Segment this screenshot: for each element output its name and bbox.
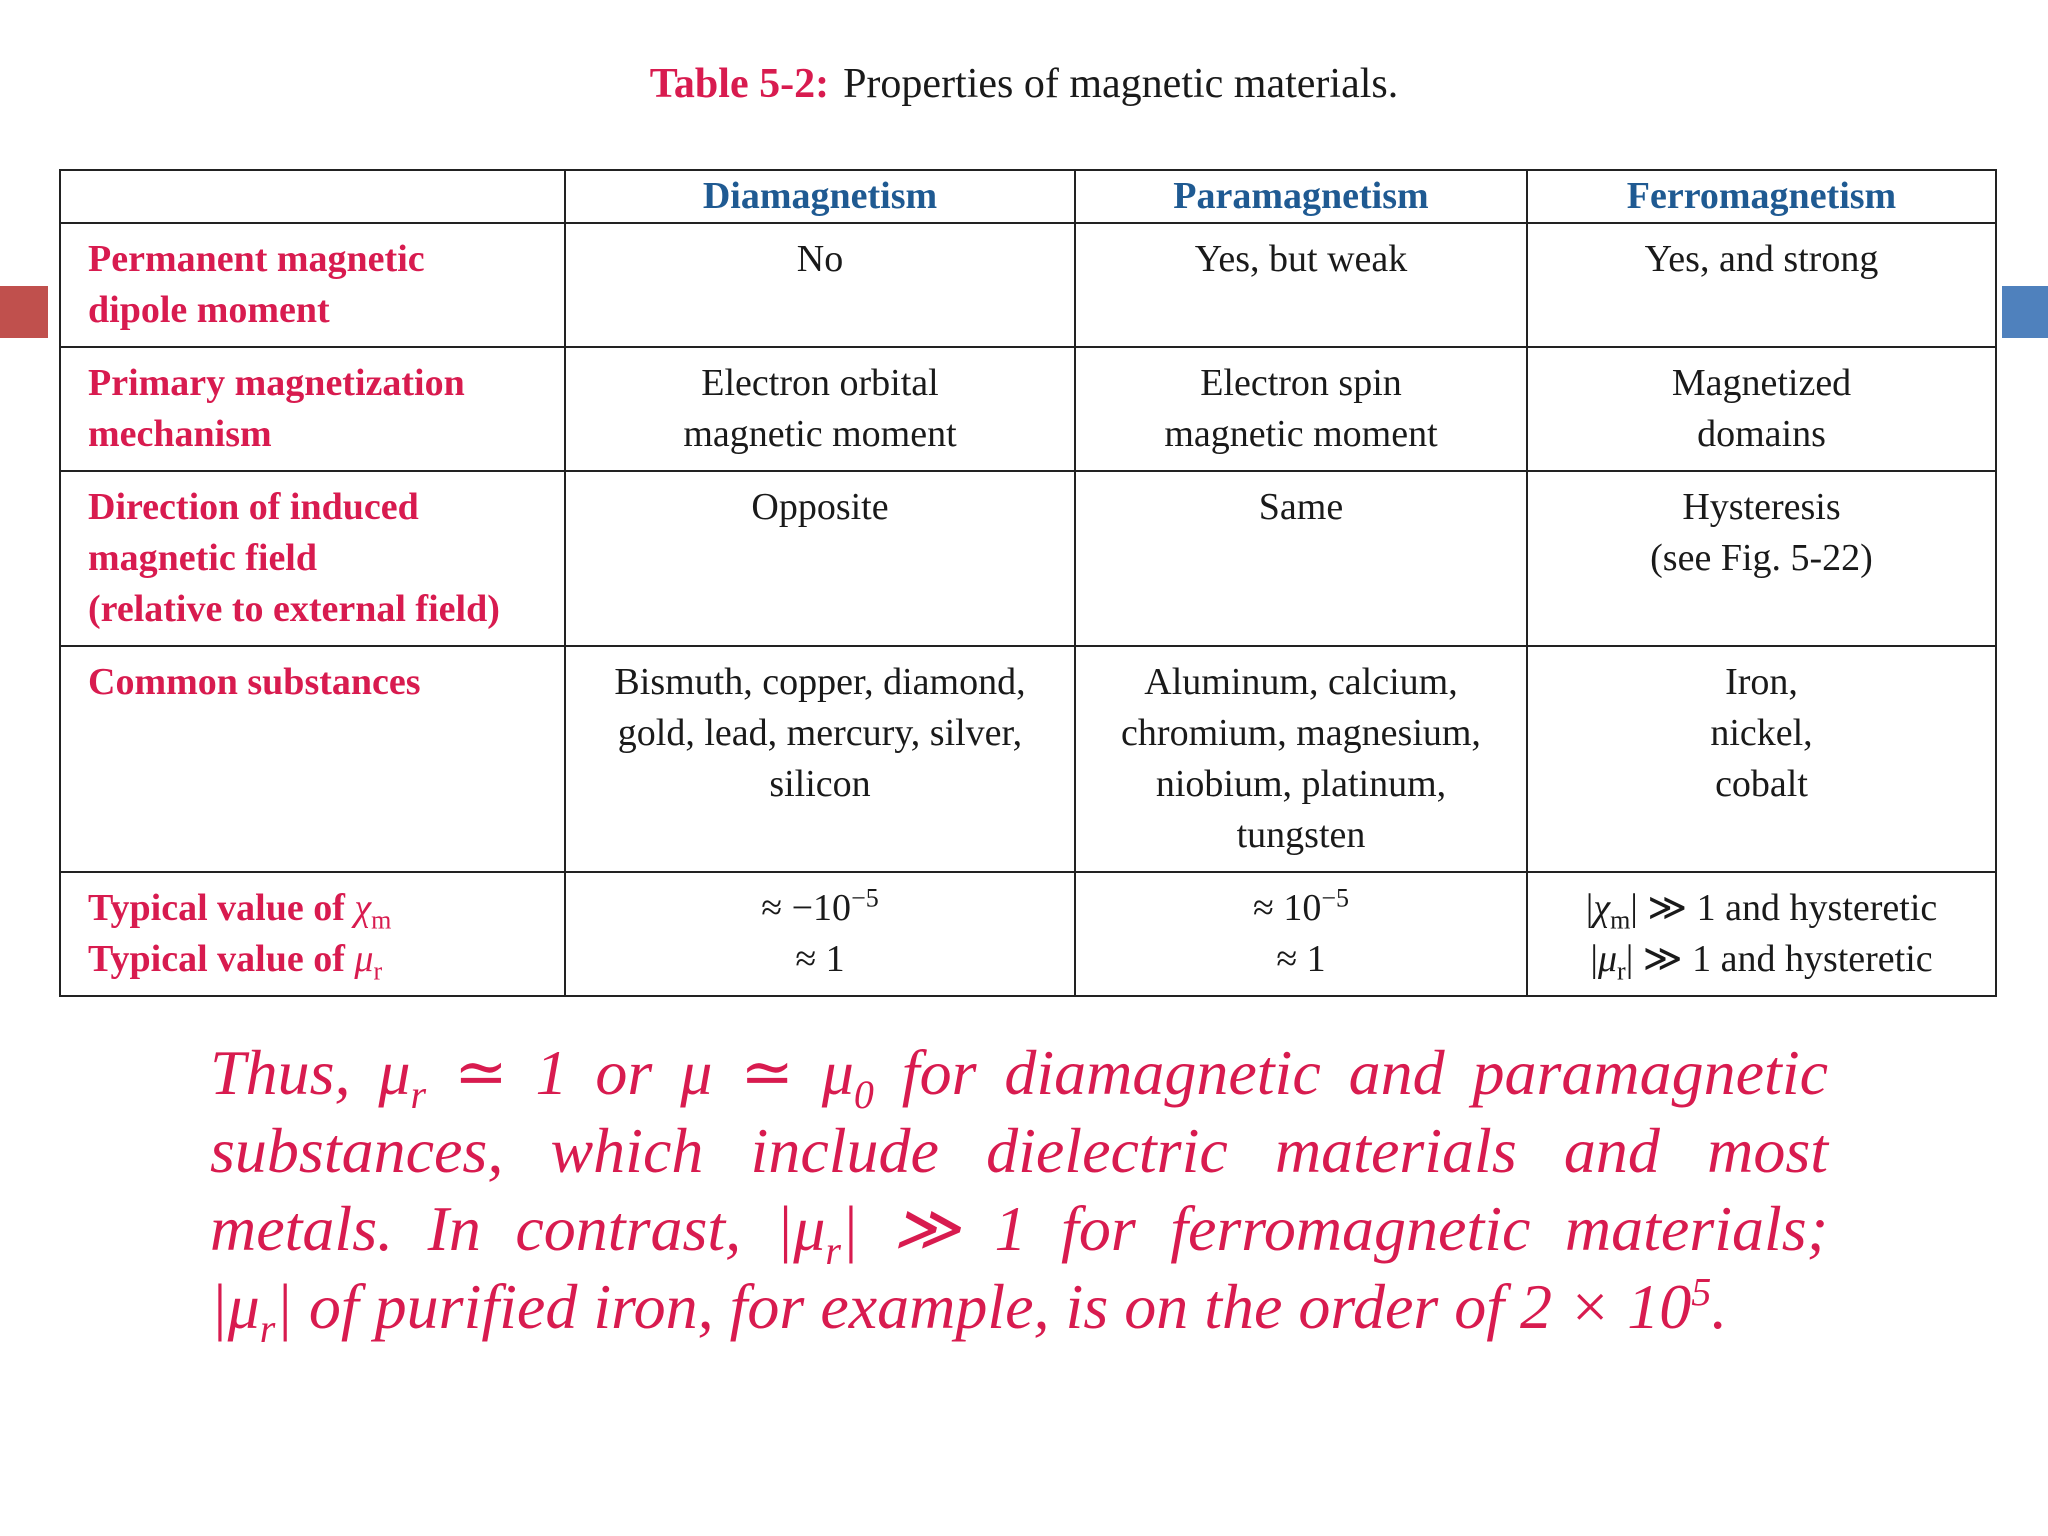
table-cell [565,471,1075,646]
cell-line: gold, lead, mercury, silver, [617,712,1023,754]
cell-line: tungsten [1236,814,1366,856]
row-header-line: Primary magnetization [88,362,465,404]
cell-line: Opposite [751,486,889,528]
slide-marker-red [0,286,48,338]
cell-line: niobium, platinum, [1155,763,1447,805]
note-line: substances, which include dielectric materials and most [210,1115,1828,1186]
cell-line: cobalt [1715,763,1808,805]
cell-line: magnetic moment [683,413,957,455]
dia-mu-value: ≈ 1 [795,938,845,980]
para-mu-value: ≈ 1 [1276,938,1326,980]
table-cell [1527,471,1996,646]
table-row [60,646,1996,872]
row-header-line: Direction of induced [88,486,419,528]
table-row-typical-values [60,872,1996,996]
table-cell [1527,872,1996,996]
row-header-line: Permanent magnetic [88,238,425,280]
cell-line: Aluminum, calcium, [1144,661,1458,703]
table-cell [1527,223,1996,347]
row-header-line: dipole moment [88,289,330,331]
table-row [60,223,1996,347]
cell-line: Magnetized [1671,362,1852,404]
cell-line: Yes, and strong [1644,238,1879,280]
cell-line: Hysteresis [1682,486,1841,528]
caption-label: Table 5-2: [649,61,830,107]
table-cell [1527,347,1996,471]
typical-chi-label: Typical value of $\chi_m$ [88,887,392,935]
row-header [60,471,565,646]
column-header-empty [60,170,565,223]
table-row [60,347,1996,471]
table-cell [1075,347,1527,471]
column-header-paramagnetism: Paramagnetism [1075,170,1527,223]
table-caption [0,60,2048,108]
cell-line: (see Fig. 5-22) [1650,537,1873,579]
note-line: metals. In contrast, $|\mu_r|$ ≫ 1 for ferromagnetic materials; [210,1193,1829,1273]
table-cell [565,872,1075,996]
table-cell [565,347,1075,471]
table-cell [565,223,1075,347]
cell-line: Bismuth, copper, diamond, [614,661,1026,703]
row-header-line: magnetic field [88,537,318,579]
ferro-chi-value: $|\chi_m|$ ≫ 1 and hysteretic [1585,887,1938,935]
table-cell [1075,646,1527,872]
properties-table [59,169,1997,997]
cell-line: domains [1697,413,1826,455]
typical-mu-label: Typical value of $\mu_r$ [88,938,383,986]
cell-line: magnetic moment [1164,413,1438,455]
row-header [60,872,565,996]
slide-marker-blue [2002,286,2048,338]
cell-line: chromium, magnesium, [1121,712,1481,754]
table-cell [565,646,1075,872]
cell-line: Iron, [1725,661,1798,703]
cell-line: Same [1258,486,1344,528]
cell-line: No [796,238,844,280]
para-chi-value: ≈ $10^{-5}$ [1252,883,1350,929]
table-cell [1075,872,1527,996]
note-line: $|\mu_r|$ of purified iron, for example, is on the order of $2 \times 10^5$. [210,1269,1728,1351]
table-header-row [60,170,1996,223]
caption-text: Properties of magnetic materials. [843,61,1399,107]
row-header [60,223,565,347]
row-header [60,646,565,872]
row-header-line: (relative to external field) [88,588,500,630]
table-row [60,471,1996,646]
cell-line: Electron spin [1200,362,1402,404]
table-cell [1075,471,1527,646]
note-line: Thus, $\mu_r$ ≃ 1 or μ ≃ $\mu_0$ for diamagnetic and paramagnetic [210,1037,1829,1117]
dia-chi-value: ≈ $-10^{-5}$ [761,883,879,929]
cell-line: Electron orbital [701,362,939,404]
cell-line: silicon [769,763,871,805]
row-header-line: mechanism [88,413,272,455]
table-cell [1075,223,1527,347]
explanatory-note [210,1034,1829,1351]
cell-line: Yes, but weak [1194,238,1408,280]
row-header [60,347,565,471]
column-header-diamagnetism: Diamagnetism [565,170,1075,223]
cell-line: nickel, [1710,712,1813,754]
ferro-mu-value: $|\mu_r|$ ≫ 1 and hysteretic [1590,938,1933,986]
row-header-line: Common substances [88,661,421,703]
table-cell [1527,646,1996,872]
column-header-ferromagnetism: Ferromagnetism [1527,170,1996,223]
